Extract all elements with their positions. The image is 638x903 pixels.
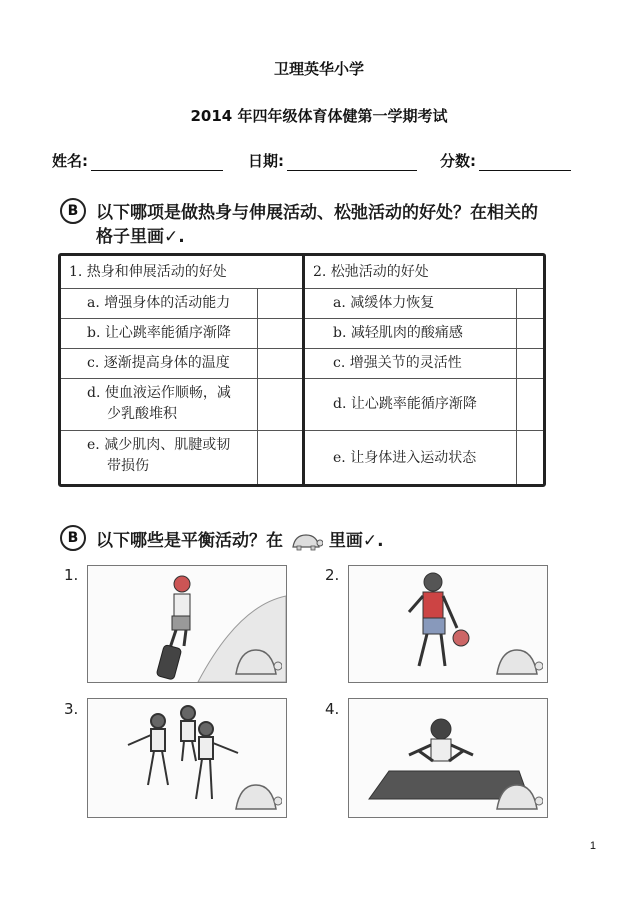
- check-mark-icon: ✓.: [164, 227, 185, 247]
- score-field[interactable]: [440, 150, 571, 171]
- checkbox-cell[interactable]: [258, 289, 302, 318]
- check-mark-icon: ✓.: [362, 531, 384, 551]
- turtle-icon: [289, 531, 323, 551]
- score-blank[interactable]: [479, 156, 571, 171]
- benefit-item: a. 增强身体的活动能力: [87, 295, 231, 311]
- question1-line1: 以下哪项是做热身与伸展活动、松弛活动的好处？在相关的: [96, 203, 538, 223]
- benefit-item: e. 让身体进入运动状态: [333, 450, 477, 466]
- row-line: [305, 430, 543, 431]
- picture-sitting-balance: [348, 698, 548, 818]
- picture-number: 4.: [325, 700, 340, 718]
- checkbox-cell[interactable]: [517, 319, 543, 348]
- benefit-item: d. 使血液运作顺畅，减 少乳酸堆积: [87, 385, 231, 422]
- turtle-icon[interactable]: [232, 644, 282, 680]
- date-label: 日期:: [248, 152, 284, 170]
- question1-line2: [96, 222, 185, 247]
- name-label: 姓名:: [52, 152, 88, 170]
- picture-number: 2.: [325, 566, 340, 584]
- checkbox-cell[interactable]: [258, 319, 302, 348]
- checkbox-cell[interactable]: [517, 431, 543, 484]
- row-line: [305, 378, 543, 379]
- question2-text2: 里画: [328, 531, 363, 551]
- question2-text: 以下哪些是平衡活动？在: [96, 531, 283, 551]
- turtle-icon[interactable]: [493, 644, 543, 680]
- benefit-item: a. 减缓体力恢复: [333, 295, 435, 311]
- picture-three-children: [87, 698, 287, 818]
- table-divider: [302, 256, 305, 484]
- exam-title: 2014 年四年级体育体健第一学期考试: [190, 107, 448, 125]
- benefit-item: e. 减少肌肉、肌腱或韧 带损伤: [87, 437, 231, 474]
- checkbox-cell[interactable]: [258, 431, 302, 484]
- turtle-icon[interactable]: [232, 779, 282, 815]
- date-field[interactable]: [248, 150, 417, 171]
- picture-skateboarding: [87, 565, 287, 683]
- date-blank[interactable]: [287, 156, 417, 171]
- picture-dribbling: [348, 565, 548, 683]
- checkbox-cell[interactable]: [517, 379, 543, 430]
- school-name: 卫理英华小学: [273, 60, 364, 78]
- section-badge: B: [60, 525, 86, 551]
- picture-number: 3.: [64, 700, 79, 718]
- checkbox-cell[interactable]: [517, 349, 543, 378]
- row-line: [305, 288, 543, 289]
- score-label: 分数:: [440, 152, 476, 170]
- col2-header: 2. 松弛活动的好处: [313, 264, 429, 280]
- benefit-item: d. 让心跳率能循序渐降: [333, 396, 477, 412]
- benefit-item: c. 逐渐提高身体的温度: [87, 355, 230, 371]
- picture-number: 1.: [64, 566, 79, 584]
- benefit-item: c. 增强关节的灵活性: [333, 355, 462, 371]
- benefit-item: b. 减轻肌肉的酸痛感: [333, 325, 463, 341]
- name-field[interactable]: [52, 150, 223, 171]
- checkbox-cell[interactable]: [258, 379, 302, 430]
- checkbox-cell[interactable]: [258, 349, 302, 378]
- benefit-item: b. 让心跳率能循序渐降: [87, 325, 231, 341]
- page-number: 1: [589, 840, 596, 852]
- section-badge: B: [60, 198, 86, 224]
- question2: [96, 526, 384, 551]
- col1-header: 1. 热身和伸展活动的好处: [69, 264, 227, 280]
- row-line: [305, 348, 543, 349]
- question1-line2-text: 格子里画: [96, 227, 164, 247]
- row-line: [305, 318, 543, 319]
- benefits-table: [58, 253, 546, 487]
- checkbox-cell[interactable]: [517, 289, 543, 318]
- name-blank[interactable]: [91, 156, 223, 171]
- turtle-icon[interactable]: [493, 779, 543, 815]
